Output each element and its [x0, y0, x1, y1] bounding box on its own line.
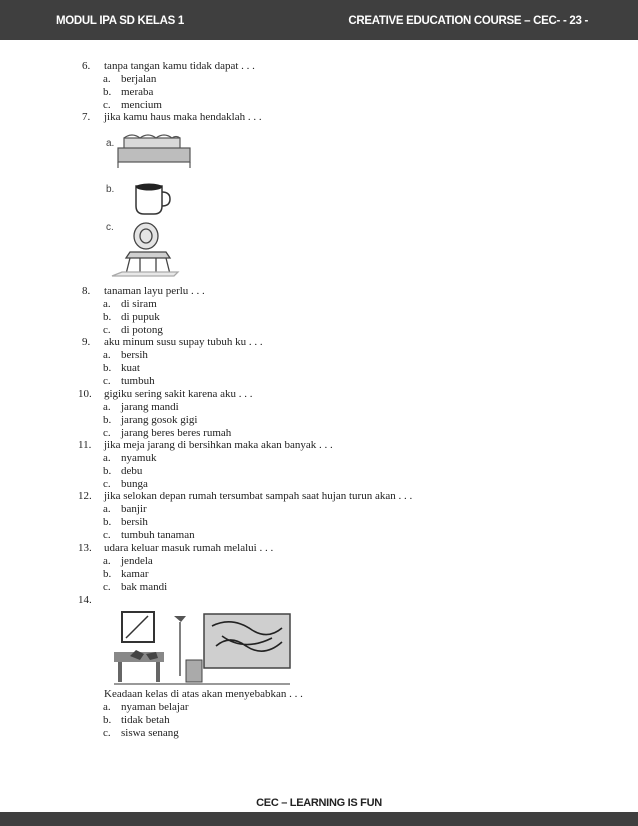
- q13-option-a-letter: a.: [103, 555, 111, 567]
- question-11-number: 11.: [78, 439, 92, 451]
- q8-option-c-text: di potong: [121, 324, 163, 336]
- question-6-number: 6.: [82, 60, 91, 72]
- bed-icon: [118, 135, 190, 168]
- q11-option-a-text: nyamuk: [121, 452, 157, 464]
- q11-option-c-letter: c.: [103, 478, 111, 490]
- q9-option-b-letter: b.: [103, 362, 112, 374]
- question-9-number: 9.: [82, 336, 91, 348]
- question-11-text: jika meja jarang di bersihkan maka akan banyak . . .: [104, 439, 333, 451]
- question-12-text: jika selokan depan rumah tersumbat sampah saat hujan turun akan . . .: [104, 490, 413, 502]
- question-13-number: 13.: [78, 542, 92, 554]
- q9-option-a-text: bersih: [121, 349, 148, 361]
- q11-option-b-text: debu: [121, 465, 143, 477]
- q9-option-a-letter: a.: [103, 349, 111, 361]
- question-10-number: 10.: [78, 388, 92, 400]
- header-left-title: MODUL IPA SD KELAS 1: [56, 15, 184, 27]
- q10-option-b-letter: b.: [103, 414, 112, 426]
- question-12-number: 12.: [78, 490, 92, 502]
- q6-option-c-text: mencium: [121, 99, 162, 111]
- q12-option-a-letter: a.: [103, 503, 111, 515]
- cup-icon: [136, 184, 170, 215]
- chair-icon: [112, 223, 178, 276]
- q13-option-c-text: bak mandi: [121, 581, 168, 593]
- q7-label-a: a.: [106, 138, 115, 149]
- q12-option-b-text: bersih: [121, 516, 148, 528]
- question-8-number: 8.: [82, 285, 91, 297]
- q14-option-a-text: nyaman belajar: [121, 701, 189, 713]
- q8-option-a-text: di siram: [121, 298, 157, 310]
- q6-option-a-letter: a.: [103, 73, 111, 85]
- q6-option-b-letter: b.: [103, 86, 112, 98]
- q8-option-b-text: di pupuk: [121, 311, 160, 323]
- q6-option-b-text: meraba: [121, 86, 154, 98]
- q14-option-b-letter: b.: [103, 714, 112, 726]
- q8-option-b-letter: b.: [103, 311, 112, 323]
- question-9-text: aku minum susu supay tubuh ku . . .: [104, 336, 263, 348]
- q12-option-a-text: banjir: [121, 503, 147, 515]
- q11-option-b-letter: b.: [103, 465, 112, 477]
- q9-option-c-letter: c.: [103, 375, 111, 387]
- question-7-image: [104, 130, 204, 280]
- question-7-number: 7.: [82, 111, 91, 123]
- q12-option-c-letter: c.: [103, 529, 111, 541]
- q14-option-c-letter: c.: [103, 727, 111, 739]
- question-8-text: tanaman layu perlu . . .: [104, 285, 205, 297]
- question-6-text: tanpa tangan kamu tidak dapat . . .: [104, 60, 255, 72]
- question-14-text: Keadaan kelas di atas akan menyebabkan . . .: [104, 688, 303, 700]
- q14-option-c-text: siswa senang: [121, 727, 179, 739]
- q10-option-a-letter: a.: [103, 401, 111, 413]
- q10-option-b-text: jarang gosok gigi: [121, 414, 198, 426]
- question-10-text: gigiku sering sakit karena aku . . .: [104, 388, 253, 400]
- q12-option-b-letter: b.: [103, 516, 112, 528]
- q7-label-b: b.: [106, 184, 115, 195]
- question-7-text: jika kamu haus maka hendaklah . . .: [104, 111, 262, 123]
- q11-option-a-letter: a.: [103, 452, 111, 464]
- q8-option-c-letter: c.: [103, 324, 111, 336]
- messy-classroom-icon: [112, 606, 292, 688]
- q13-option-c-letter: c.: [103, 581, 111, 593]
- question-14-image: [112, 606, 292, 688]
- q10-option-a-text: jarang mandi: [121, 401, 179, 413]
- question-13-text: udara keluar masuk rumah melalui . . .: [104, 542, 274, 554]
- q14-option-a-letter: a.: [103, 701, 111, 713]
- q11-option-c-text: bunga: [121, 478, 148, 490]
- q9-option-c-text: tumbuh: [121, 375, 155, 387]
- q8-option-a-letter: a.: [103, 298, 111, 310]
- q10-option-c-letter: c.: [103, 427, 111, 439]
- q10-option-c-text: jarang beres beres rumah: [121, 427, 232, 439]
- q13-option-a-text: jendela: [121, 555, 153, 567]
- header-bar: [0, 0, 638, 40]
- q6-option-a-text: berjalan: [121, 73, 157, 85]
- q13-option-b-letter: b.: [103, 568, 112, 580]
- header-right-title: CREATIVE EDUCATION COURSE – CEC- - 23 -: [348, 15, 588, 27]
- q13-option-b-text: kamar: [121, 568, 149, 580]
- q6-option-c-letter: c.: [103, 99, 111, 111]
- q14-option-b-text: tidak betah: [121, 714, 170, 726]
- footer-slogan: CEC – LEARNING IS FUN: [256, 797, 382, 809]
- q7-label-c: c.: [106, 222, 114, 233]
- question-14-number: 14.: [78, 594, 92, 606]
- q9-option-b-text: kuat: [121, 362, 140, 374]
- q12-option-c-text: tumbuh tanaman: [121, 529, 195, 541]
- footer-bar: [0, 812, 638, 826]
